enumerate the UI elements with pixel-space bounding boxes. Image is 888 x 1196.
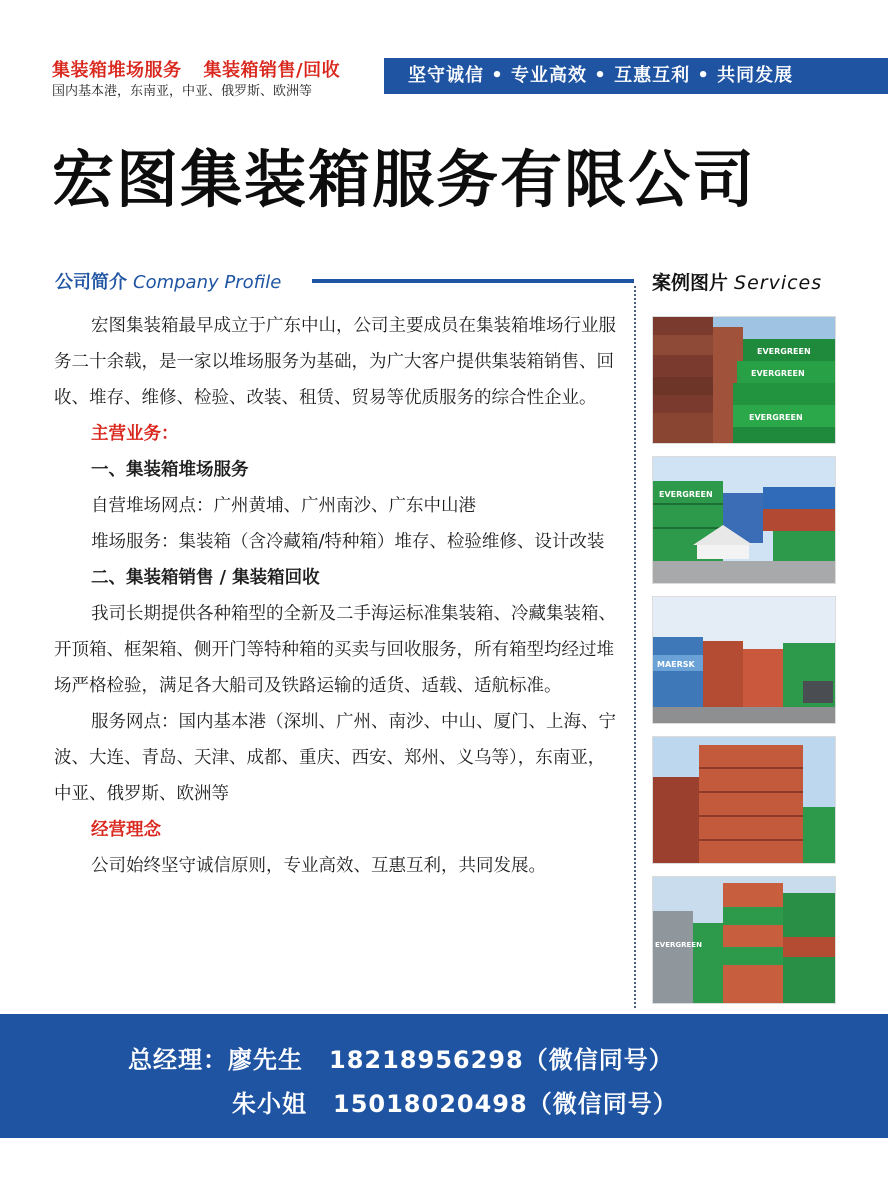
photo-4-graphic: [653, 737, 836, 864]
svg-text:EVERGREEN: EVERGREEN: [751, 369, 805, 378]
profile-heading: [55, 268, 281, 294]
header-locations: 国内基本港，东南亚，中亚、俄罗斯、欧洲等: [52, 84, 313, 99]
svg-text:MAERSK: MAERSK: [657, 660, 695, 669]
evergreen-container-stack-photo: [652, 316, 836, 444]
slogan-bar: 坚守诚信 • 专业高效 • 互惠互利 • 共同发展: [384, 58, 888, 94]
business-2-network: 服务网点：国内基本港（深圳、广州、南沙、中山、厦门、上海、宁波、大连、青岛、天津、成都、重庆、西安、郑州、义乌等），东南亚，中亚、俄罗斯、欧洲等: [54, 712, 616, 804]
main-business-label: 主营业务：: [91, 424, 179, 444]
contact-phone-1: 18218956298（微信同号）: [329, 1046, 674, 1074]
business-2-title: 二、集装箱销售 / 集装箱回收: [91, 568, 320, 588]
container-yard-maersk-photo: [652, 596, 836, 724]
header-services: [52, 56, 340, 82]
profile-heading-zh: 公司简介: [55, 272, 127, 293]
service-label-sales: 集装箱销售/回收: [203, 60, 341, 81]
profile-body: [54, 308, 622, 884]
photo-1-graphic: [653, 317, 836, 444]
red-container-stack-photo: [652, 736, 836, 864]
contact-person-1: 廖先生: [228, 1046, 303, 1074]
svg-text:EVERGREEN: EVERGREEN: [655, 941, 702, 949]
company-name: 宏图集装箱服务有限公司: [52, 143, 757, 216]
profile-heading-en: Company Profile: [133, 272, 282, 293]
photo-5-graphic: [653, 877, 836, 1004]
service-label-yard: 集装箱堆场服务: [52, 60, 182, 81]
contact-person-2: 朱小姐: [232, 1090, 307, 1118]
profile-intro: 宏图集装箱最早成立于广东中山，公司主要成员在集装箱堆场行业服务二十余载，是一家以堆场服务为基础，为广大客户提供集装箱销售、回收、堆存、维修、检验、改装、租赁、贸易等优质服务的综合性企业。: [54, 316, 616, 408]
services-heading-en: Services: [734, 272, 823, 294]
business-2-desc: 我司长期提供各种箱型的全新及二手海运标准集装箱、冷藏集装箱、开顶箱、框架箱、侧开门等特种箱的买卖与回收服务，所有箱型均经过堆场严格检验，满足各大船司及铁路运输的适货、适载、适航标准。: [54, 604, 616, 696]
business-1-services: 堆场服务：集装箱（含冷藏箱/特种箱）堆存、检验维修、设计改装: [91, 532, 605, 552]
photo-2-graphic: [653, 457, 836, 584]
services-heading-zh: 案例图片: [652, 272, 729, 294]
heading-rule: [312, 279, 634, 283]
container-tower-photo: [652, 876, 836, 1004]
svg-text:EVERGREEN: EVERGREEN: [757, 347, 811, 356]
business-1-sites: 自营堆场网点：广州黄埔、广州南沙、广东中山港: [91, 496, 476, 516]
manager-label: 总经理：: [128, 1046, 228, 1074]
contact-phone-2: 15018020498（微信同号）: [333, 1090, 678, 1118]
contact-footer: [0, 1014, 888, 1138]
photo-3-graphic: [653, 597, 836, 724]
services-heading: [652, 268, 822, 295]
business-1-title: 一、集装箱堆场服务: [91, 460, 249, 480]
svg-text:EVERGREEN: EVERGREEN: [659, 490, 713, 499]
contact-row-1: [128, 1040, 674, 1075]
svg-text:EVERGREEN: EVERGREEN: [749, 413, 803, 422]
contact-row-2: [232, 1084, 678, 1119]
column-divider: [634, 286, 636, 1008]
container-yard-tent-photo: [652, 456, 836, 584]
philosophy-text: 公司始终坚守诚信原则，专业高效、互惠互利，共同发展。: [91, 856, 546, 876]
philosophy-label: 经营理念: [91, 820, 161, 840]
